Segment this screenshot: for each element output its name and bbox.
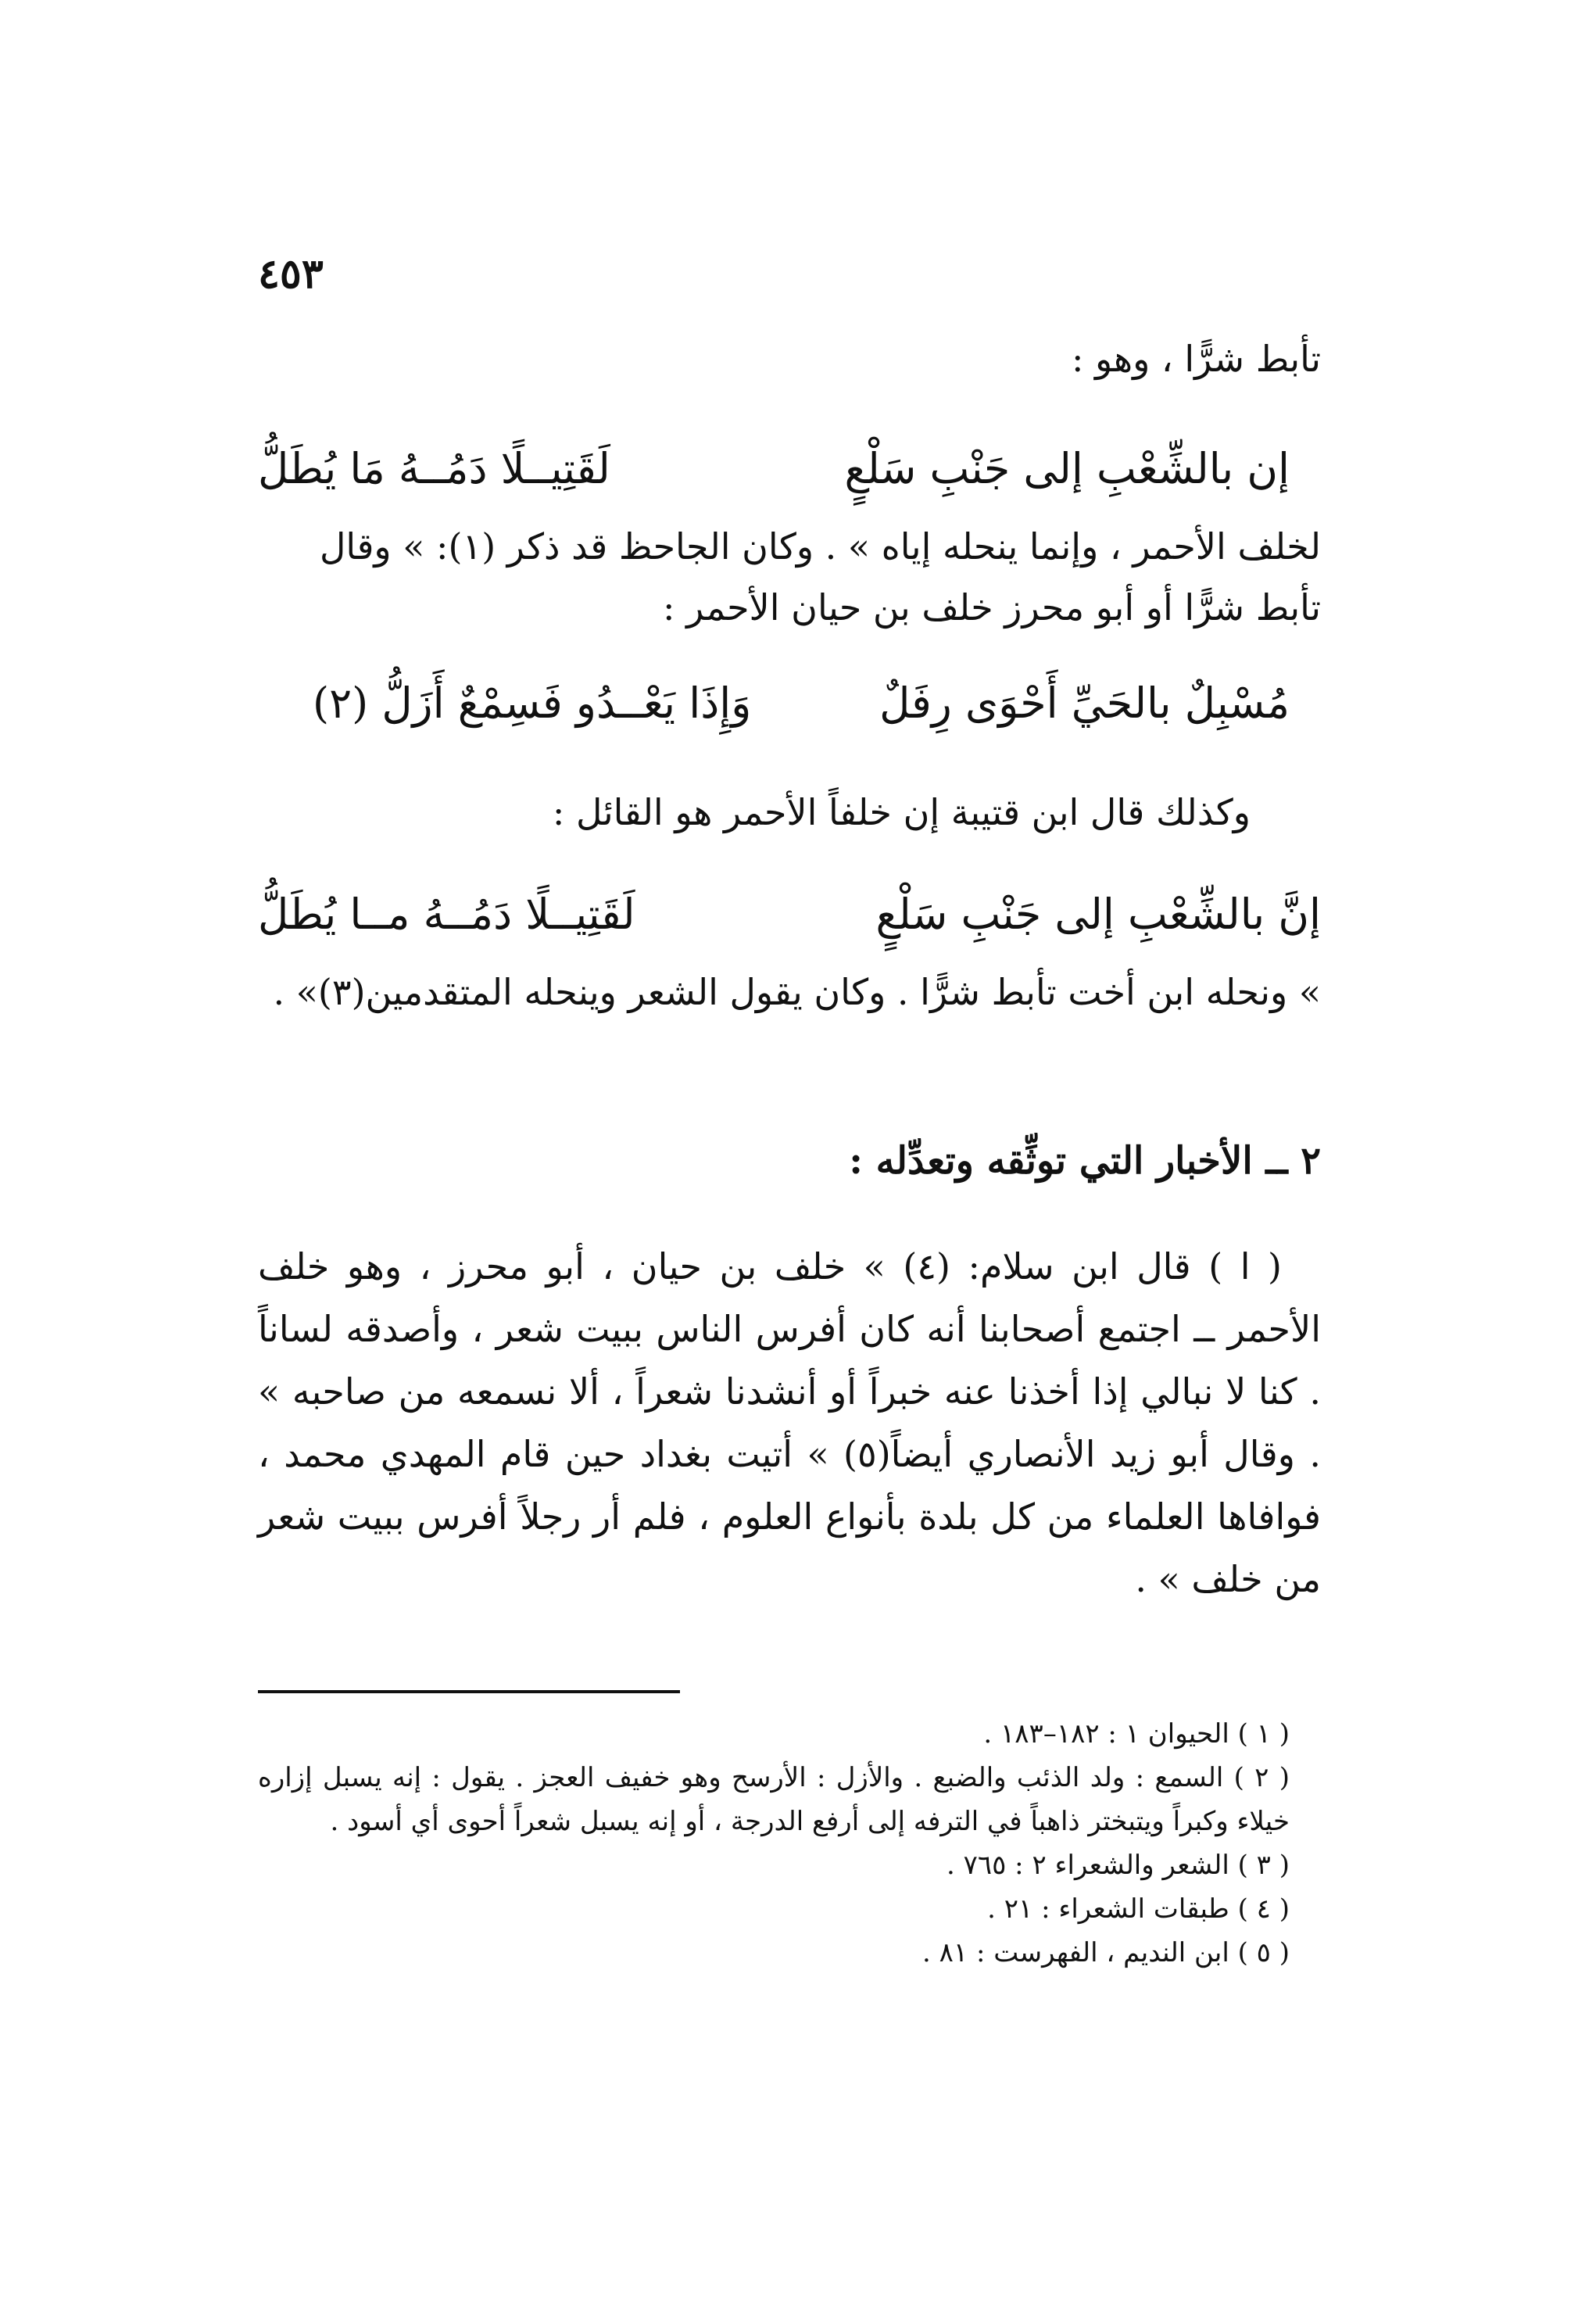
- footnote-4: ( ٤ ) طبقات الشعراء : ٢١ .: [987, 1893, 1290, 1925]
- verse-2-second-hemistich: وَإِذَا يَعْــدُو فَسِمْعٌ أَزَلُّ (٢): [313, 679, 752, 728]
- footnote-3: ( ٣ ) الشعر والشعراء ٢ : ٧٦٥ .: [946, 1850, 1290, 1881]
- footnote-1: ( ١ ) الحيوان ١ : ١٨٢–١٨٣ .: [983, 1718, 1290, 1750]
- section-heading: ٢ ــ الأخبار التي توثِّقه وتعدِّله :: [849, 1139, 1321, 1183]
- document-page: [258, 235, 1321, 2189]
- footnote-5: ( ٥ ) ابن النديم ، الفهرست : ٨١ .: [922, 1937, 1290, 1968]
- page-number: ٤٥٣: [258, 250, 324, 298]
- paragraph-3: ( ا ) قال ابن سلام: (٤) » خلف بن حيان ، أبو محرز ، وهو خلف الأحمر ــ اجتمع أصحابنا أنه كان أفرس الناس ببيت شعر ، وأصدقه لساناً . كنا لا نبالي إذا أخذنا عنه خبراً أو أنشدنا شعراً ، ألا نسمعه من صاحبه » . وقال أبو زيد الأنصاري أيضاً(٥) » أتيت بغداد حين قام المهدي محمد ، فوافاها العلماء من كل بلدة بأنواع العلوم ، فلم أر رجلاً أفرس ببيت شعر من خلف » .: [258, 1245, 1321, 1600]
- verse-3-first-hemistich: إنَّ بالشِّعْبِ إلى جَنْبِ سَلْعٍ: [875, 890, 1321, 939]
- verse-1-first-hemistich: إن بالشِّعْبِ إلى جَنْبِ سَلْعٍ: [844, 444, 1290, 493]
- footnote-2: ( ٢ ) السمع : ولد الذئب والضبع . والأزل : الأرسح وهو خفيف العجز . يقول : إنه يسبل إزاره خيلاء وكبراً ويتبختر ذاهباً في الترفه إلى أرفع الدرجة ، أو إنه يسبل شعراً أحوى أي أسود .: [258, 1762, 1290, 1837]
- paragraph-1-line-2: تأبط شرًّا أو أبو محرز خلف بن حيان الأحمر :: [663, 586, 1321, 629]
- verse-3-second-hemistich: لَقَتِيــلًا دَمُــهُ مــا يُطَلُّ: [258, 890, 635, 939]
- paragraph-2: » ونحله ابن أخت تأبط شرًّا . وكان يقول الشعر وينحله المتقدمين(٣)» .: [273, 971, 1321, 1013]
- footnote-separator: [258, 1690, 680, 1693]
- verse-2-first-hemistich: مُسْبِلٌ بالحَيِّ أَحْوَى رِفَلٌ: [879, 679, 1290, 728]
- intro-line: تأبط شرًّا ، وهو :: [1071, 338, 1321, 380]
- line-before-verse-3: وكذلك قال ابن قتيبة إن خلفاً الأحمر هو القائل :: [552, 791, 1251, 833]
- verse-2: [313, 672, 1290, 735]
- verse-1-second-hemistich: لَقَتِيــلًا دَمُــهُ مَا يُطَلُّ: [258, 444, 610, 493]
- verse-3: [258, 883, 1321, 946]
- verse-1: [258, 438, 1290, 500]
- paragraph-1-line-1: لخلف الأحمر ، وإنما ينحله إياه » . وكان الجاحظ قد ذكر (١): » وقال: [320, 525, 1321, 568]
